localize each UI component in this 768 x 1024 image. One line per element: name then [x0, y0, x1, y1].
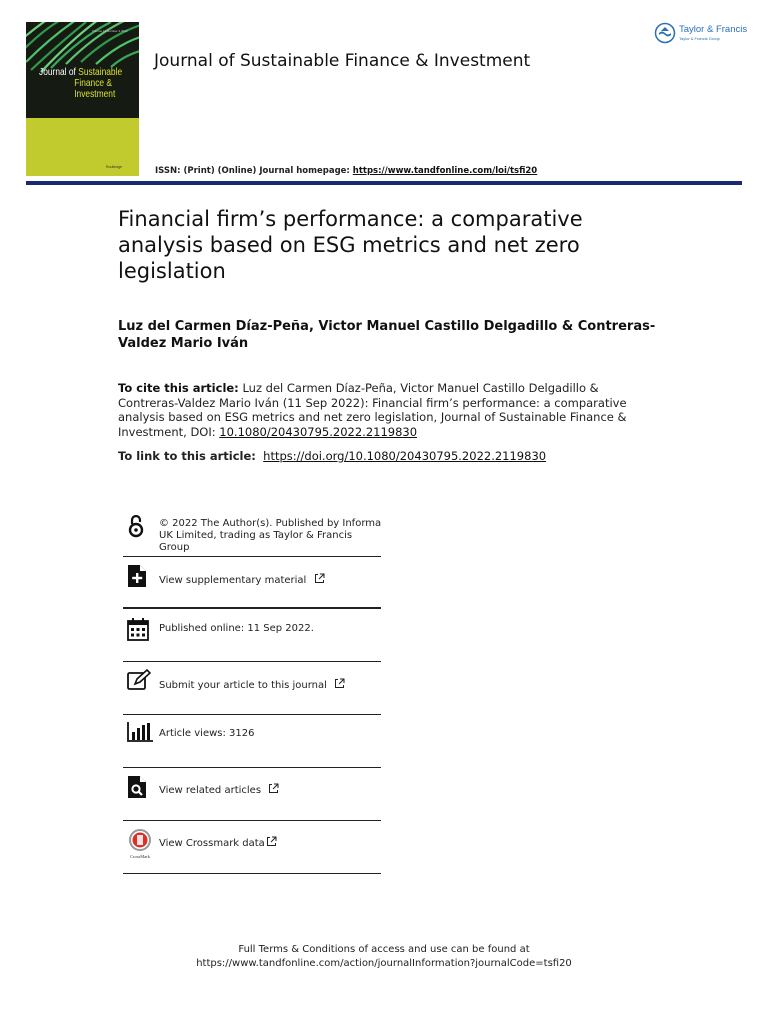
submit-row-text	[159, 678, 345, 692]
divider	[123, 873, 381, 874]
crossmark-icon	[127, 828, 153, 860]
article-views-row	[123, 718, 381, 764]
footer	[0, 943, 768, 971]
article-doi-link[interactable]: https://doi.org/10.1080/20430795.2022.2119830	[263, 449, 547, 463]
cite-label: To cite this article:	[118, 381, 239, 395]
crossmark-row-text	[159, 836, 277, 850]
journal-cover[interactable]	[26, 22, 139, 176]
external-link-icon	[314, 573, 325, 584]
citation-block	[118, 381, 648, 439]
divider	[123, 767, 381, 768]
cover-title-accent: Sustainable	[78, 66, 123, 78]
article-title: Financial firm’s performance: a comparative analysis based on ESG metrics and net zero legislation	[118, 207, 583, 283]
cover-title-line1: Journal of	[39, 66, 76, 78]
divider	[123, 820, 381, 821]
issn-text: ISSN: (Print) (Online) Journal homepage:	[155, 166, 350, 176]
footer-terms-text: Full Terms & Conditions of access and use can be found at	[238, 944, 530, 955]
taylor-francis-logo[interactable]	[654, 22, 746, 46]
taylor-francis-emblem-icon	[654, 22, 676, 44]
publisher-subname: Taylor & Francis Group	[679, 36, 720, 41]
external-link-icon	[266, 836, 277, 847]
footer-terms-link[interactable]: https://www.tandfonline.com/action/journalInformation?journalCode=tsfi20	[196, 958, 572, 969]
open-access-icon	[127, 514, 145, 538]
supplementary-label: View supplementary material	[159, 575, 307, 586]
supplementary-row[interactable]	[123, 562, 381, 606]
supplementary-row-text	[159, 573, 325, 587]
calendar-icon	[127, 617, 149, 641]
published-date: Published online: 11 Sep 2022.	[159, 623, 314, 634]
cover-publisher: Routledge	[106, 165, 122, 169]
open-access-row	[123, 512, 381, 556]
cover-title-line2: Finance &	[74, 77, 113, 89]
crossmark-row[interactable]	[123, 826, 381, 872]
submit-label: Submit your article to this journal	[159, 680, 327, 691]
crossmark-label: View Crossmark data	[159, 838, 265, 849]
divider	[123, 714, 381, 715]
header-rule	[26, 182, 742, 185]
related-label: View related articles	[159, 785, 262, 796]
cite-text: Luz del Carmen Díaz-Peña, Victor Manuel Castillo Delgadillo & Contreras-Valdez Mario Iván (11 Sep 2022): Financial firm’s performance: a comparative analysis based on ESG metrics and net zero legislation, Journal of Sustainable Finance & Investment, DOI:	[118, 381, 627, 439]
divider	[123, 556, 381, 557]
related-row-text	[159, 783, 279, 797]
article-link-block	[118, 449, 658, 463]
publisher-name: Taylor & Francis	[679, 24, 748, 35]
edit-note-icon	[127, 669, 151, 691]
cover-volume: Volume 12 Number 4 2022	[92, 29, 128, 33]
open-access-text: © 2022 The Author(s). Published by Informa UK Limited, trading as Taylor & Francis Group	[159, 518, 382, 553]
external-link-icon	[334, 678, 345, 689]
article-views: Article views: 3126	[159, 728, 255, 739]
submit-article-row[interactable]	[123, 666, 381, 712]
supplementary-file-icon	[127, 564, 147, 588]
related-articles-row[interactable]	[123, 772, 381, 818]
search-document-icon	[127, 775, 147, 799]
link-label: To link to this article:	[118, 449, 256, 463]
cover-title-line3: Investment	[74, 88, 116, 100]
crossmark-badge-text: CrossMark	[130, 854, 150, 859]
external-link-icon	[268, 783, 279, 794]
divider	[123, 607, 381, 609]
article-authors: Luz del Carmen Díaz-Peña, Victor Manuel Castillo Delgadillo & Contreras-Valdez Mario Iván	[118, 319, 656, 351]
cite-doi-link[interactable]: 10.1080/20430795.2022.2119830	[219, 424, 418, 439]
issn-line	[155, 166, 537, 176]
published-row	[123, 614, 381, 660]
cover-artwork	[26, 22, 139, 118]
journal-homepage-link[interactable]: https://www.tandfonline.com/loi/tsfi20	[352, 166, 538, 176]
journal-title[interactable]: Journal of Sustainable Finance & Investment	[154, 51, 531, 71]
cover-title	[39, 67, 135, 100]
divider	[123, 661, 381, 662]
bar-chart-icon	[127, 722, 153, 742]
